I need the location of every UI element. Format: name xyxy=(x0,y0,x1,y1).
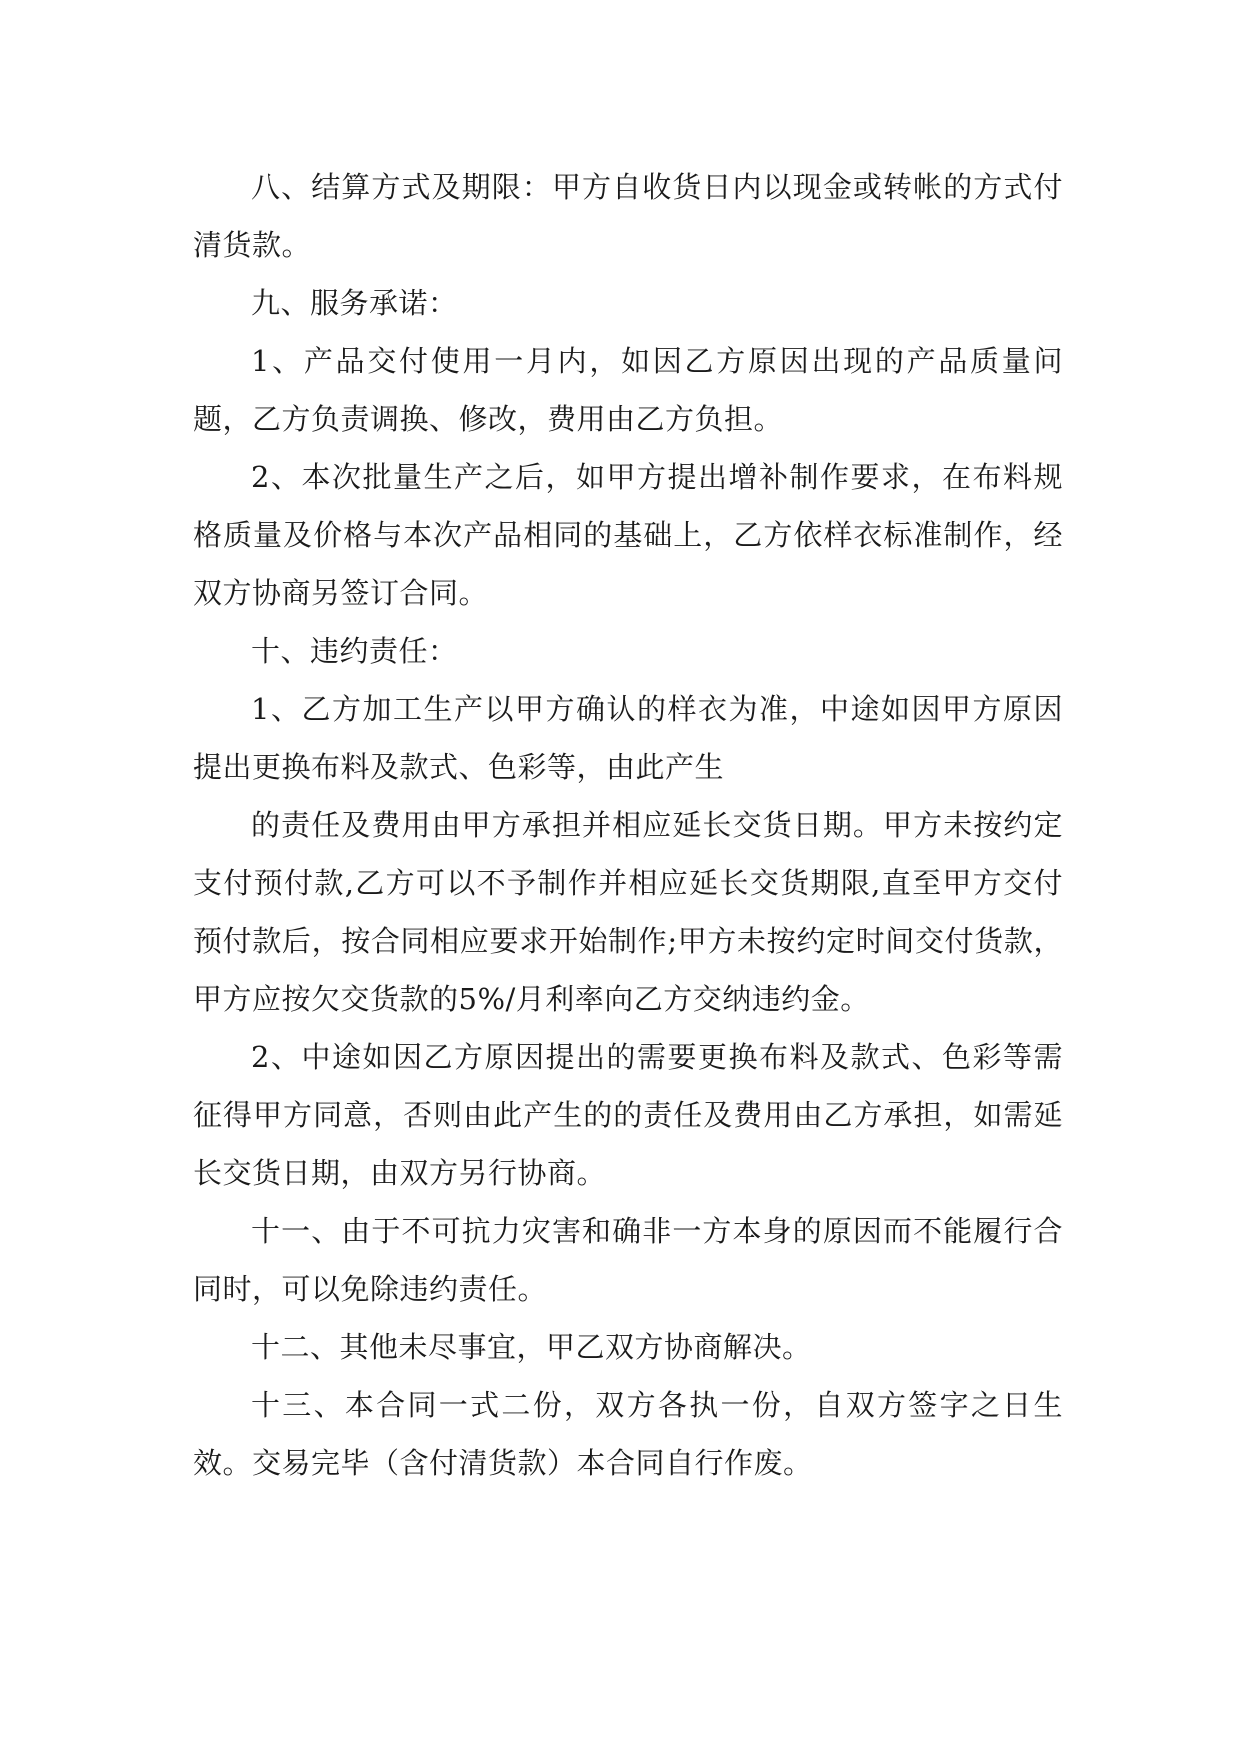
document-body xyxy=(193,158,1063,1492)
clause-9-heading: 九、服务承诺： xyxy=(251,286,458,320)
clause-12: 十二、其他未尽事宜，甲乙双方协商解决。 xyxy=(251,1330,812,1364)
clause-10-item-1: 1、乙方加工生产以甲方确认的样衣为准，中途如因甲方原因提出更换布料及款式、色彩等，由此产生 xyxy=(193,692,1063,784)
clause-9-item-2: 2、本次批量生产之后，如甲方提出增补制作要求，在布料规格质量及价格与本次产品相同的基础上，乙方依样衣标准制作，经双方协商另签订合同。 xyxy=(193,460,1063,610)
clause-11: 十一、由于不可抗力灾害和确非一方本身的原因而不能履行合同时，可以免除违约责任。 xyxy=(193,1214,1063,1306)
clause-8-settlement: 八、结算方式及期限：甲方自收货日内以现金或转帐的方式付清货款。 xyxy=(193,170,1063,262)
clause-9-item-1: 1、产品交付使用一月内，如因乙方原因出现的产品质量问题，乙方负责调换、修改，费用由乙方负担。 xyxy=(193,344,1063,436)
clause-10-item-2: 2、中途如因乙方原因提出的需要更换布料及款式、色彩等需征得甲方同意，否则由此产生的的责任及费用由乙方承担，如需延长交货日期，由双方另行协商。 xyxy=(193,1040,1063,1190)
clause-10-heading: 十、违约责任： xyxy=(251,634,458,668)
clause-13: 十三、本合同一式二份，双方各执一份，自双方签字之日生效。交易完毕（含付清货款）本合同自行作废。 xyxy=(193,1388,1063,1480)
clause-10-item-1-continued: 的责任及费用由甲方承担并相应延长交货日期。甲方未按约定支付预付款,乙方可以不予制作并相应延长交货期限,直至甲方交付预付款后，按合同相应要求开始制作;甲方未按约定时间交付货款，甲方应按欠交货款的5%/月利率向乙方交纳违约金。 xyxy=(193,808,1063,1016)
